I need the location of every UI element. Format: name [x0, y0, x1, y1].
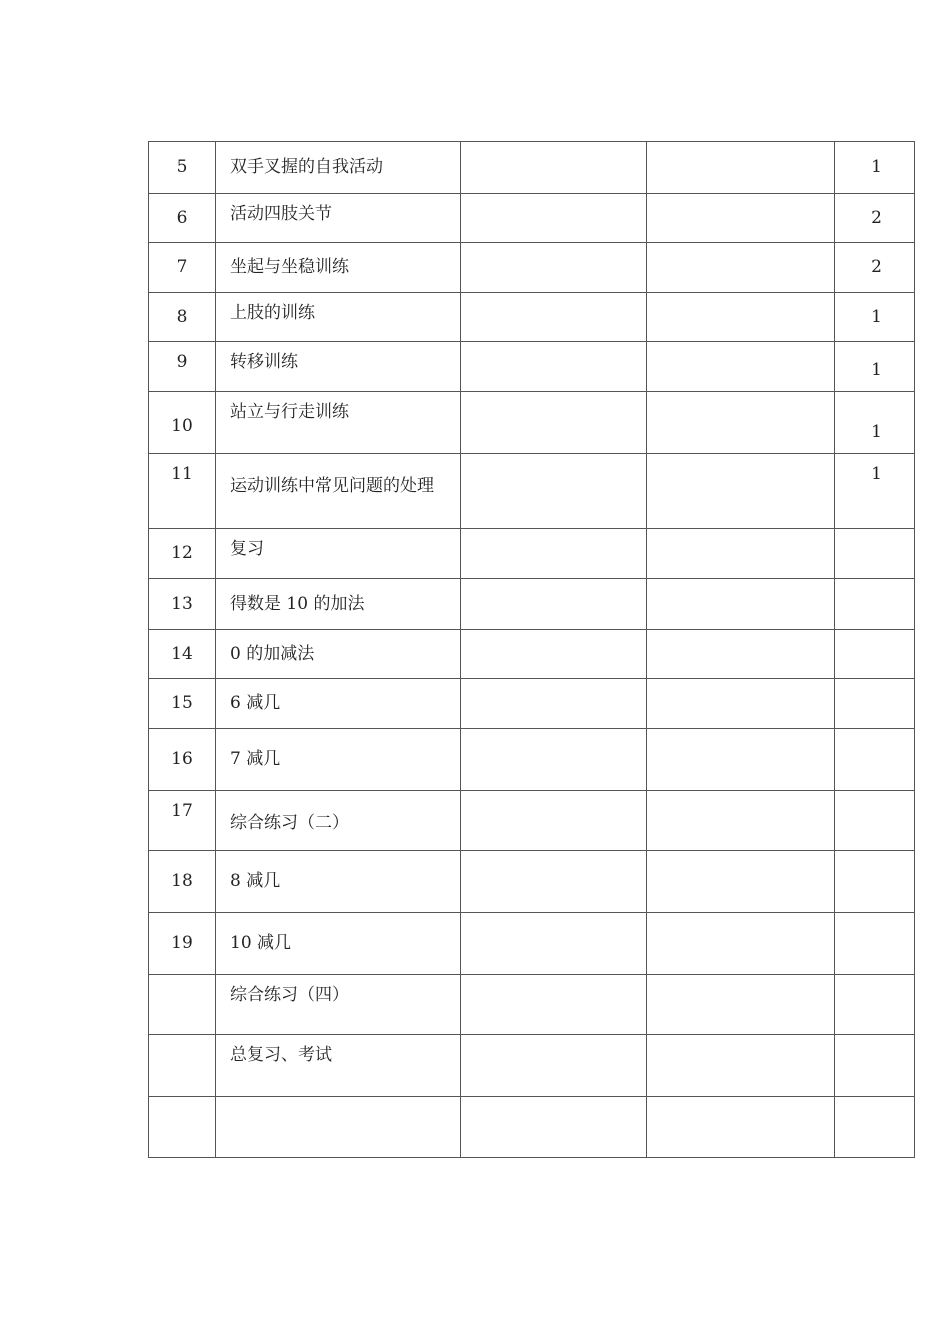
blank-cell — [461, 194, 647, 243]
blank-cell — [461, 1035, 647, 1097]
lesson-hours: 1 — [835, 454, 915, 529]
lesson-title: 站立与行走训练 — [216, 392, 461, 454]
table-row — [149, 729, 915, 791]
lesson-number: 19 — [149, 913, 216, 975]
blank-cell — [461, 729, 647, 791]
blank-cell — [647, 293, 835, 342]
lesson-title: 上肢的训练 — [216, 293, 461, 342]
blank-cell — [647, 529, 835, 579]
table-row — [149, 142, 915, 194]
blank-cell — [461, 293, 647, 342]
lesson-hours: 1 — [835, 392, 915, 454]
lesson-number: 5 — [149, 142, 216, 194]
lesson-number: 15 — [149, 679, 216, 729]
lesson-hours — [835, 579, 915, 630]
lesson-number: 6 — [149, 194, 216, 243]
table-row — [149, 293, 915, 342]
blank-cell — [461, 243, 647, 293]
lesson-hours: 2 — [835, 243, 915, 293]
lesson-number: 13 — [149, 579, 216, 630]
lesson-number — [149, 1097, 216, 1158]
table-row — [149, 791, 915, 851]
blank-cell — [461, 579, 647, 630]
blank-cell — [647, 454, 835, 529]
lesson-number: 18 — [149, 851, 216, 913]
lesson-number: 16 — [149, 729, 216, 791]
blank-cell — [647, 975, 835, 1035]
table-row — [149, 851, 915, 913]
lesson-number: 9 — [149, 342, 216, 392]
blank-cell — [461, 913, 647, 975]
table-row — [149, 529, 915, 579]
blank-cell — [461, 791, 647, 851]
lesson-number: 11 — [149, 454, 216, 529]
lesson-title: 0 的加减法 — [216, 630, 461, 679]
lesson-title — [216, 1097, 461, 1158]
lesson-hours — [835, 851, 915, 913]
blank-cell — [647, 342, 835, 392]
table-row — [149, 579, 915, 630]
blank-cell — [461, 392, 647, 454]
blank-cell — [647, 579, 835, 630]
blank-cell — [647, 679, 835, 729]
lesson-number: 7 — [149, 243, 216, 293]
lesson-hours — [835, 791, 915, 851]
lesson-hours — [835, 975, 915, 1035]
lesson-hours: 1 — [835, 342, 915, 392]
blank-cell — [461, 851, 647, 913]
lesson-title: 得数是 10 的加法 — [216, 579, 461, 630]
table-row — [149, 342, 915, 392]
lesson-title: 活动四肢关节 — [216, 194, 461, 243]
lesson-title: 双手叉握的自我活动 — [216, 142, 461, 194]
lesson-hours: 1 — [835, 142, 915, 194]
lesson-title: 总复习、考试 — [216, 1035, 461, 1097]
blank-cell — [461, 142, 647, 194]
blank-cell — [647, 194, 835, 243]
table-row — [149, 194, 915, 243]
schedule-table — [148, 141, 915, 1158]
blank-cell — [647, 630, 835, 679]
blank-cell — [647, 791, 835, 851]
lesson-number: 14 — [149, 630, 216, 679]
lesson-title: 转移训练 — [216, 342, 461, 392]
lesson-hours — [835, 679, 915, 729]
lesson-hours — [835, 1035, 915, 1097]
lesson-title: 运动训练中常见问题的处理 — [216, 454, 461, 529]
table-row — [149, 630, 915, 679]
table-row — [149, 243, 915, 293]
lesson-hours — [835, 630, 915, 679]
table-row — [149, 1097, 915, 1158]
lesson-hours — [835, 1097, 915, 1158]
table-row — [149, 1035, 915, 1097]
blank-cell — [647, 729, 835, 791]
blank-cell — [647, 1035, 835, 1097]
lesson-title: 6 减几 — [216, 679, 461, 729]
lesson-hours: 1 — [835, 293, 915, 342]
lesson-hours — [835, 529, 915, 579]
blank-cell — [461, 975, 647, 1035]
blank-cell — [647, 851, 835, 913]
blank-cell — [647, 1097, 835, 1158]
table-row — [149, 975, 915, 1035]
blank-cell — [647, 243, 835, 293]
blank-cell — [461, 342, 647, 392]
lesson-title: 复习 — [216, 529, 461, 579]
lesson-number: 12 — [149, 529, 216, 579]
blank-cell — [647, 913, 835, 975]
blank-cell — [647, 392, 835, 454]
lesson-number: 17 — [149, 791, 216, 851]
blank-cell — [461, 454, 647, 529]
lesson-hours — [835, 913, 915, 975]
table-row — [149, 392, 915, 454]
table-row — [149, 913, 915, 975]
lesson-title: 10 减几 — [216, 913, 461, 975]
lesson-number: 10 — [149, 392, 216, 454]
lesson-title: 7 减几 — [216, 729, 461, 791]
lesson-number: 8 — [149, 293, 216, 342]
blank-cell — [461, 679, 647, 729]
lesson-title: 8 减几 — [216, 851, 461, 913]
blank-cell — [647, 142, 835, 194]
lesson-title: 坐起与坐稳训练 — [216, 243, 461, 293]
table-row — [149, 679, 915, 729]
lesson-number — [149, 1035, 216, 1097]
lesson-number — [149, 975, 216, 1035]
lesson-hours: 2 — [835, 194, 915, 243]
table-row — [149, 454, 915, 529]
blank-cell — [461, 529, 647, 579]
lesson-title: 综合练习（四） — [216, 975, 461, 1035]
blank-cell — [461, 630, 647, 679]
lesson-title: 综合练习（二） — [216, 791, 461, 851]
lesson-hours — [835, 729, 915, 791]
blank-cell — [461, 1097, 647, 1158]
